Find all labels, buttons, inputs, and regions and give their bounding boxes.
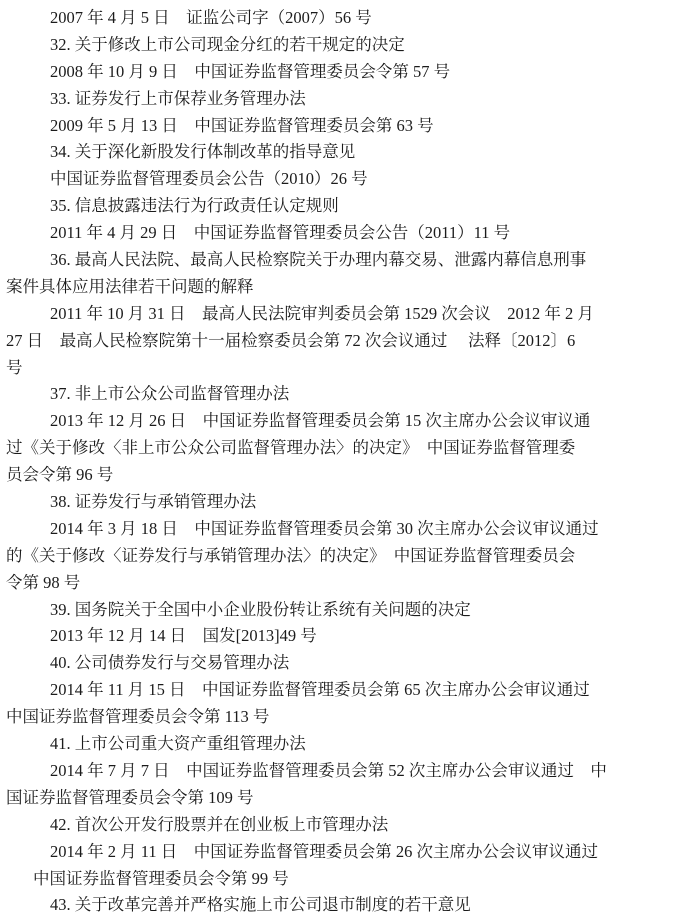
text-line: 27 日 最高人民检察院第十一届检察委员会第 72 次会议通过 法释〔2012〕6 [6, 330, 576, 350]
text-line: 案件具体应用法律若干问题的解释 [6, 276, 254, 296]
text-line: 国证券监督管理委员会令第 109 号 [6, 787, 254, 807]
text-line: 2011 年 10 月 31 日 最高人民法院审判委员会第 1529 次会议 2012 年 2 月 [50, 303, 594, 323]
text-line: 的《关于修改〈证券发行与承销管理办法〉的决定》 中国证券监督管理委员会 [6, 545, 576, 565]
text-line: 中国证券监督管理委员会令第 99 号 [33, 868, 289, 888]
text-line: 36. 最高人民法院、最高人民检察院关于办理内幕交易、泄露内幕信息刑事 [50, 250, 587, 270]
text-line: 40. 公司债券发行与交易管理办法 [50, 653, 290, 673]
text-line: 员会令第 96 号 [6, 465, 114, 485]
text-line: 2014 年 11 月 15 日 中国证券监督管理委员会第 65 次主席办公会审议通过 [50, 680, 590, 700]
text-line: 2014 年 3 月 18 日 中国证券监督管理委员会第 30 次主席办公会议审议通过 [50, 518, 599, 538]
text-line: 中国证券监督管理委员会公告（2010）26 号 [50, 169, 368, 189]
document-text-body [6, 5, 670, 919]
text-line: 中国证券监督管理委员会令第 113 号 [6, 707, 270, 727]
text-line: 2009 年 5 月 13 日 中国证券监督管理委员会第 63 号 [50, 115, 434, 135]
text-line: 令第 98 号 [6, 572, 81, 592]
text-line: 41. 上市公司重大资产重组管理办法 [50, 734, 306, 754]
text-line: 2011 年 4 月 29 日 中国证券监督管理委员会公告（2011）11 号 [50, 223, 511, 243]
text-line: 2013 年 12 月 26 日 中国证券监督管理委员会第 15 次主席办公会议审议通 [50, 411, 591, 431]
text-line: 2007 年 4 月 5 日 证监公司字（2007）56 号 [50, 8, 372, 27]
text-line: 33. 证券发行上市保荐业务管理办法 [50, 88, 306, 108]
text-line: 35. 信息披露违法行为行政责任认定规则 [50, 196, 339, 216]
text-line: 32. 关于修改上市公司现金分红的若干规定的决定 [50, 34, 405, 54]
text-line: 34. 关于深化新股发行体制改革的指导意见 [50, 142, 356, 162]
text-line: 38. 证券发行与承销管理办法 [50, 492, 257, 512]
text-line: 号 [6, 357, 23, 377]
text-line: 2014 年 7 月 7 日 中国证券监督管理委员会第 52 次主席办公会审议通过 中 [50, 760, 607, 780]
text-line: 过《关于修改〈非上市公众公司监督管理办法〉的决定》 中国证券监督管理委 [6, 438, 576, 458]
text-line: 2008 年 10 月 9 日 中国证券监督管理委员会令第 57 号 [50, 61, 451, 81]
text-line: 42. 首次公开发行股票并在创业板上市管理办法 [50, 814, 389, 834]
text-line: 2013 年 12 月 14 日 国发[2013]49 号 [50, 626, 317, 646]
text-line: 43. 关于改革完善并严格实施上市公司退市制度的若干意见 [50, 895, 471, 915]
text-line: 2014 年 2 月 11 日 中国证券监督管理委员会第 26 次主席办公会议审议通过 [50, 841, 599, 861]
text-line: 37. 非上市公众公司监督管理办法 [50, 384, 290, 404]
text-line: 39. 国务院关于全国中小企业股份转让系统有关问题的决定 [50, 599, 471, 619]
